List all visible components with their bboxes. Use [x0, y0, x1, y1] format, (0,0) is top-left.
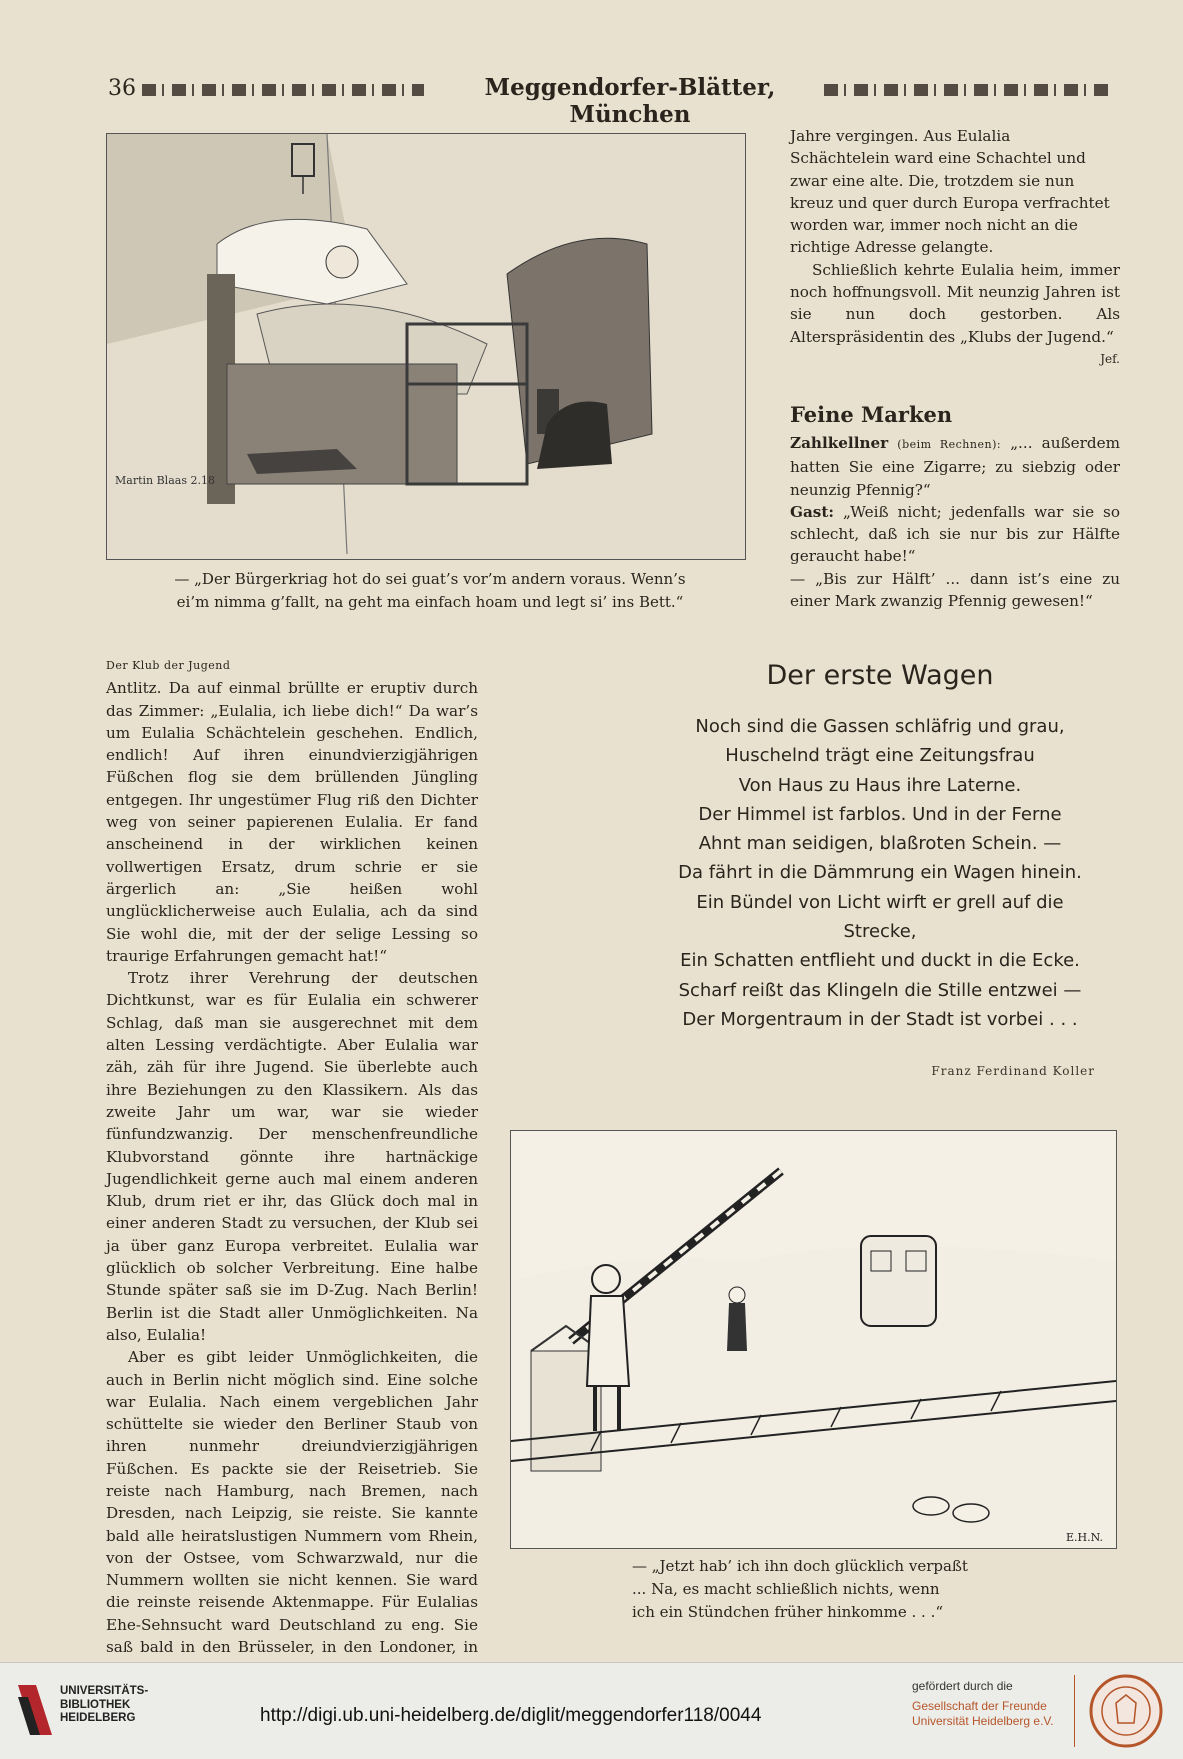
left-column-story [106, 655, 478, 1662]
speaker: Zahlkellner [790, 434, 889, 452]
library-name-line: BIBLIOTHEK [60, 1698, 131, 1711]
poem-line: Der Morgentraum in der Stadt ist vorbei . . . [682, 1008, 1078, 1030]
illustration-railway [510, 1130, 1117, 1549]
text-line: zwar eine alte. Die, trotzdem sie nun [790, 171, 1075, 190]
poem-line: Ahnt man seidigen, blaßroten Schein. — [698, 833, 1062, 855]
paragraph: Trotz ihrer Verehrung der deutschen Dichtkunst, war es für Eulalia ein schwerer Schlag, daß man sie ausgerechnet mit dem alten Lessing verdächtigte. Aber Eulalia war zäh, zäh für ihre Jugend. Sie überlebte auch ihre Beziehungen zu den Klassikern. Als das zweite Jahr um war, war sie wieder fünfundzwanzig. Der menschenfreundliche Klubvorstand gönnte ihre hartnäckige Jugendlichkeit gerne auch mal einem anderen Klub, drum riet er ihr, das Glück doch mal in einer anderen Stadt zu versuchen, der Klub sei ja über ganz Europa verbreitet. Eulalia war glücklich ob solcher Verbreitung. Eine halbe Stunde später saß sie im D-Zug. Nach Berlin! Berlin ist die Stadt aller Unmöglichkeiten. Na also, Eulalia! [106, 969, 478, 1344]
caption-bottom [632, 1555, 1012, 1624]
permalink[interactable]: http://digi.ub.uni-heidelberg.de/diglit/meggendorfer118/0044 [260, 1705, 762, 1726]
society-name-line: Gesellschaft der Freunde [912, 1699, 1047, 1713]
paragraph: Aber es gibt leider Unmöglichkeiten, die auch in Berlin nicht möglich sind. Eine solche war Eulalia. Nach einem vergeblichen Jahr schüttelte sie wieder den Berliner Staub von ihren nunmehr dreiundvierzigjährigen Füßchen. Es packte sie der Reisetrieb. Sie reiste nach Hamburg, nach Bremen, nach Dresden, nach Leipzig, sie reiste. Sie kannte bald alle heiratslustigen Nummern vom Rhein, von der Ostsee, vom Schwarzwald, nur die Nummern wollten sie nicht kennen. Sie ward die reinste reisende Aktenmappe. Für Eulalias Ehe-Sehnsucht ward Deutschland zu eng. Sie saß bald in den Brüsseler, in den Londoner, in [106, 1348, 478, 1657]
dialogue: „Weiß nicht; jedenfalls war sie so schlecht, daß ich sie nur bis zur Hälfte geraucht habe!“ [790, 502, 1120, 566]
society-name [912, 1699, 1054, 1729]
caption-top-line: ei’m nimma g’fallt, na geht ma einfach hoam und legt si’ ins Bett.“ [176, 593, 684, 611]
poem-author: Franz Ferdinand Koller [931, 1064, 1095, 1078]
text-line: kreuz und quer durch Europa verfrachtet [790, 193, 1110, 212]
header-ornament-left [142, 84, 424, 96]
poem-line: Huschelnd trägt eine Zeitungsfrau [725, 745, 1035, 767]
author-mark: Jef. [1100, 351, 1120, 366]
footer-divider [1074, 1675, 1075, 1747]
library-logo-icon [16, 1683, 54, 1737]
funded-by-label: gefördert durch die [912, 1679, 1013, 1693]
bedroom-drawing [107, 134, 745, 559]
poem-line: Ein Schatten entflieht und duckt in die Ecke. [680, 950, 1080, 972]
library-name [60, 1685, 148, 1726]
poem-line: Noch sind die Gassen schläfrig und grau, [695, 716, 1065, 737]
page-number: 36 [108, 76, 136, 101]
caption-bottom-line: ich ein Stündchen früher hinkomme . . .“ [632, 1603, 944, 1621]
society-seal-icon [1088, 1673, 1164, 1749]
viewer-footer [0, 1662, 1183, 1759]
poem-line: Scharf reißt das Klingeln die Stille entzwei — [678, 979, 1082, 1001]
header-ornament-right [824, 84, 1114, 96]
text-line: richtige Adresse gelangte. [790, 238, 994, 257]
right-column-story-end [790, 125, 1120, 370]
dialogue: — „Bis zur Hälft’ ... dann ist’s eine zu einer Mark zwanzig Pfennig gewesen!“ [790, 569, 1120, 611]
library-name-line: UNIVERSITÄTS- [60, 1685, 149, 1697]
caption-bottom-line: — „Jetzt hab’ ich ihn doch glücklich verpaßt [632, 1557, 968, 1575]
poem-line: Strecke, [843, 921, 917, 943]
running-kicker: Der Klub der Jugend [106, 659, 231, 672]
text-line: worden war, immer noch nicht an die [790, 216, 1078, 235]
caption-top [120, 568, 740, 614]
section-heading-feine-marken: Feine Marken [790, 402, 953, 427]
society-name-line: Universität Heidelberg e.V. [912, 1714, 1054, 1728]
stage-direction: (beim Rechnen): [897, 438, 1002, 451]
bedroom-signature: Martin Blaas 2.18 [115, 474, 215, 487]
dialogue: „... außerdem hatten Sie eine Zigarre; zu siebzig oder neunzig Pfennig?“ [790, 434, 1120, 499]
feine-marken-text [790, 432, 1120, 612]
railway-drawing [511, 1131, 1116, 1548]
library-name-line: HEIDELBERG [60, 1712, 136, 1724]
caption-top-line: — „Der Bürgerkriag hot do sei guat’s vor’m andern voraus. Wenn’s [174, 570, 686, 588]
poem-line: Von Haus zu Haus ihre Laterne. [738, 774, 1022, 796]
text-line: Schächtelein ward eine Schachtel und [790, 149, 1086, 168]
speaker: Gast: [790, 502, 834, 521]
poem-body [630, 712, 1130, 1034]
text-line: Jahre vergingen. Aus Eulalia [790, 127, 1011, 145]
poem-title: Der erste Wagen [766, 660, 994, 691]
caption-bottom-line: ... Na, es macht schließlich nichts, wenn [632, 1580, 940, 1598]
header-title: Meggendorfer-Blätter, München [484, 74, 776, 128]
railway-signature: E.H.N. [1066, 1531, 1104, 1544]
poem-line: Der Himmel ist farblos. Und in der Ferne [698, 803, 1062, 825]
paragraph: Schließlich kehrte Eulalia heim, immer noch hoffnungsvoll. Mit neunzig Jahren ist sie nun doch gestorben. Als Alterspräsidentin des „Klubs der Jugend.“ [790, 260, 1120, 346]
illustration-bedroom [106, 133, 746, 560]
paragraph: Antlitz. Da auf einmal brüllte er eruptiv durch das Zimmer: „Eulalia, ich liebe dich!“ Da war’s um Eulalia Schächtelein geschehen. Endlich, endlich! Auf ihren einundvierzigjährigen Füßchen flog sie dem brüllenden Jüngling entgegen. Ihr ungestümer Flug riß den Dichter weg von seiner papierenen Eulalia. Er fand anscheinend in der wirklichen keinen vollwertigen Ersatz, drum schrie er sie ärgerlich an: „Sie heißen wohl unglücklicherweise auch Eulalia, ach da sind Sie wohl die, mit der der selige Lessing so traurige Erfahrungen gemacht hat!“ [106, 679, 478, 965]
poem-line: Da fährt in die Dämmrung ein Wagen hinein. [678, 862, 1082, 884]
page-header [100, 72, 1120, 128]
poem-line: Ein Bündel von Licht wirft er grell auf die [696, 891, 1064, 913]
